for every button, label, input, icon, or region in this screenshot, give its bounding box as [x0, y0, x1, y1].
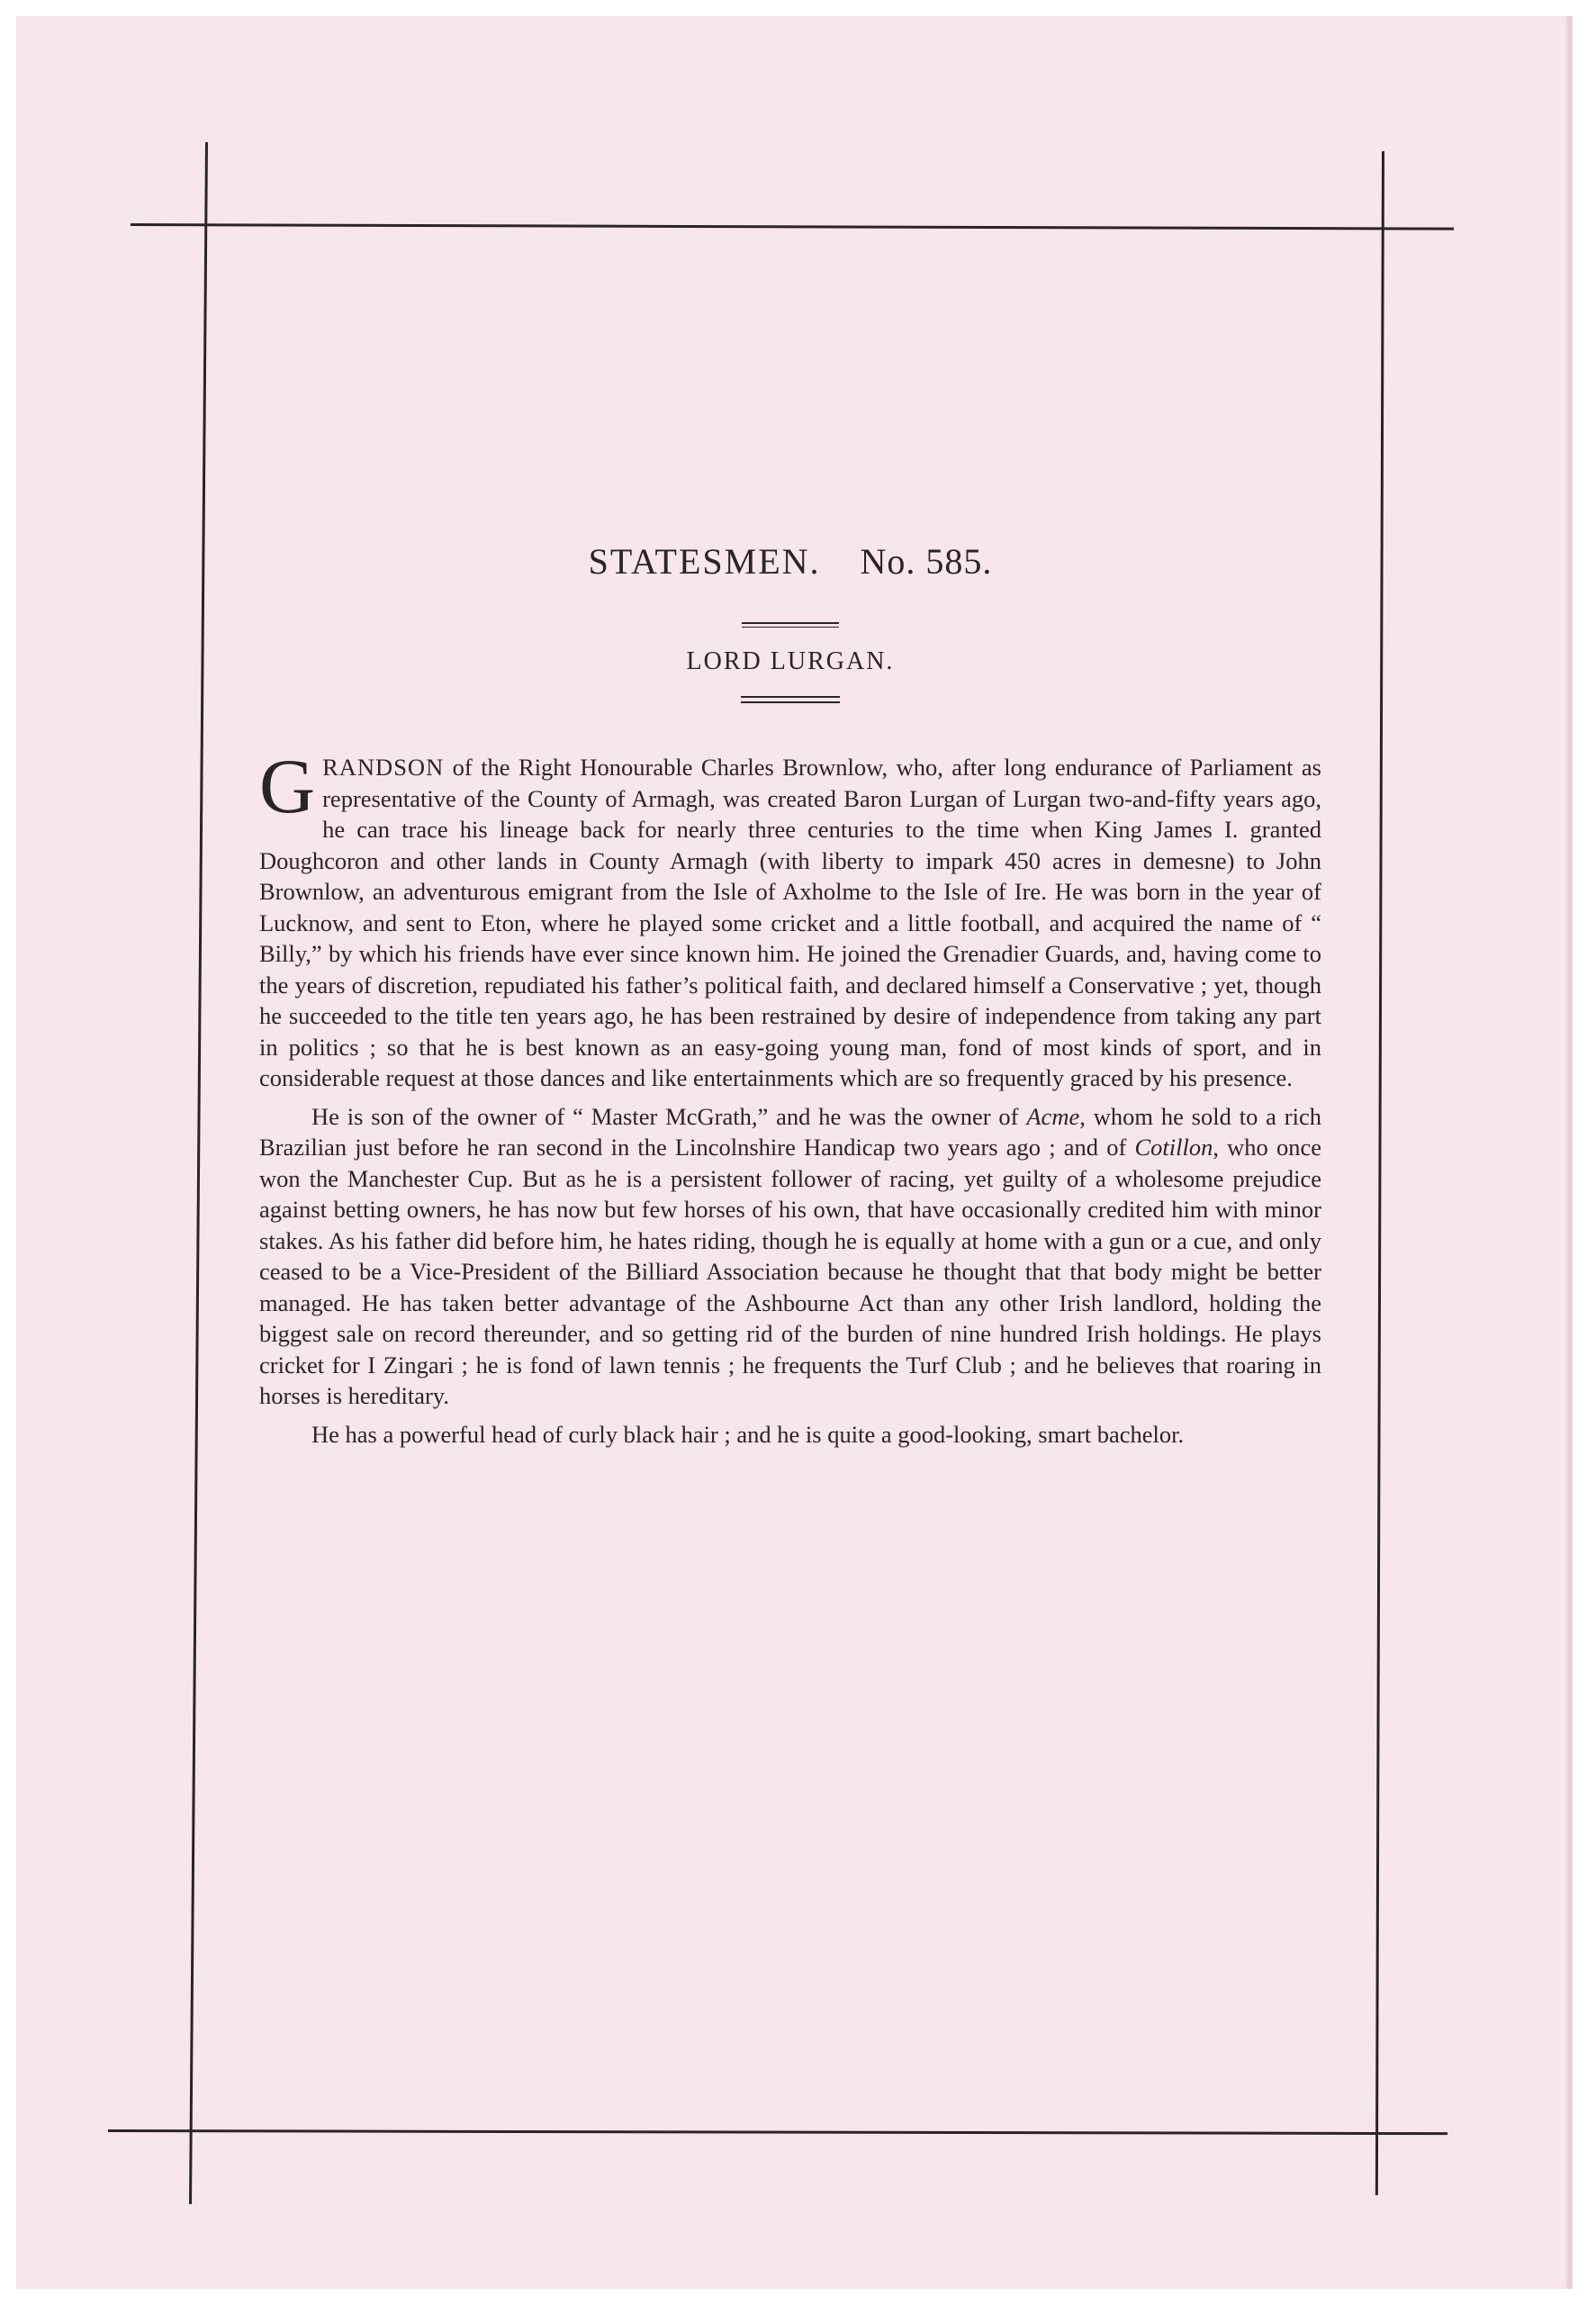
subject-divider [741, 696, 840, 703]
subject-title: LORD LURGAN. [686, 647, 895, 675]
article-body [259, 743, 1321, 1450]
paragraph-2-text-a: He is son of the owner of “ Master McGrath,” and he was the owner of [311, 1102, 1027, 1130]
lead-word: RANDSON [322, 754, 445, 781]
article [259, 540, 1321, 1450]
paragraph-2 [259, 1101, 1321, 1412]
horse-name-cotillon: Cotillon [1134, 1134, 1213, 1161]
series-number: No. 585. [860, 541, 993, 582]
page-edge [1565, 16, 1571, 2289]
paragraph-1-text: of the Right Honourable Charles Brownlow, who, after long endurance of Parliament as representative of the County of Armagh, was created Baron Lurgan of Lurgan two-and-fifty years ago, he can trace his lineage back for nearly three centuries to the time when King James I. granted Doughcoron and other lands in County Armagh (with liberty to impark 450 acres in demesne) to John Brownlow, an adventurous emigrant from the Isle of Axholme to the Isle of Ire. He was born in the year of Lucknow, and sent to Eton, where he played some cricket and a little football, and acquired the name of “ Billy,” by which his friends have ever since known him. He joined the Grenadier Guards, and, having come to the years of discretion, repudiated his father’s political faith, and declared himself a Conservative ; yet, though he succeeded to the title ten years ago, he has been restrained by desire of independence from taking any part in politics ; so that he is best known as an easy-going young man, fond of most kinds of sport, and in considerable request at those dances and like entertainments which are so frequently graced by his presence. [259, 754, 1321, 1091]
paragraph-1 [259, 743, 1321, 1094]
paragraph-3-text: He has a powerful head of curly black hair ; and he is quite a good-looking, smart bachelor. [311, 1420, 1185, 1448]
series-heading [259, 540, 1321, 583]
paragraph-2-text-c: , who once won the Manchester Cup. But as he is a persistent follower of racing, yet guilty of a wholesome prejudice against betting owners, he has now but few horses of his own, that have occasionally credited him with minor stakes. As his father did before him, he hates riding, though he is equally at home with a gun or a cue, and only ceased to be a Vice-President of the Billiard Association because he thought that that body might be better managed. He has taken better advantage of the Ashbourne Act than any other Irish landlord, holding the biggest sale on record thereunder, and so getting rid of the burden of nine hundred Irish holdings. He plays cricket for I Zingari ; he is fond of lawn tennis ; he frequents the Turf Club ; and he believes that roaring in horses is hereditary. [259, 1134, 1321, 1409]
paragraph-3 [259, 1419, 1321, 1451]
drop-cap: G [259, 743, 316, 829]
horse-name-acme: Acme [1026, 1102, 1080, 1130]
paragraph-2-text-b: , whom he sold to a rich Brazilian just before he ran second in the Lincolnshire Handicap two years ago ; and of [259, 1102, 1321, 1161]
heading-divider [742, 622, 839, 628]
series-title: STATESMEN. [588, 541, 821, 582]
